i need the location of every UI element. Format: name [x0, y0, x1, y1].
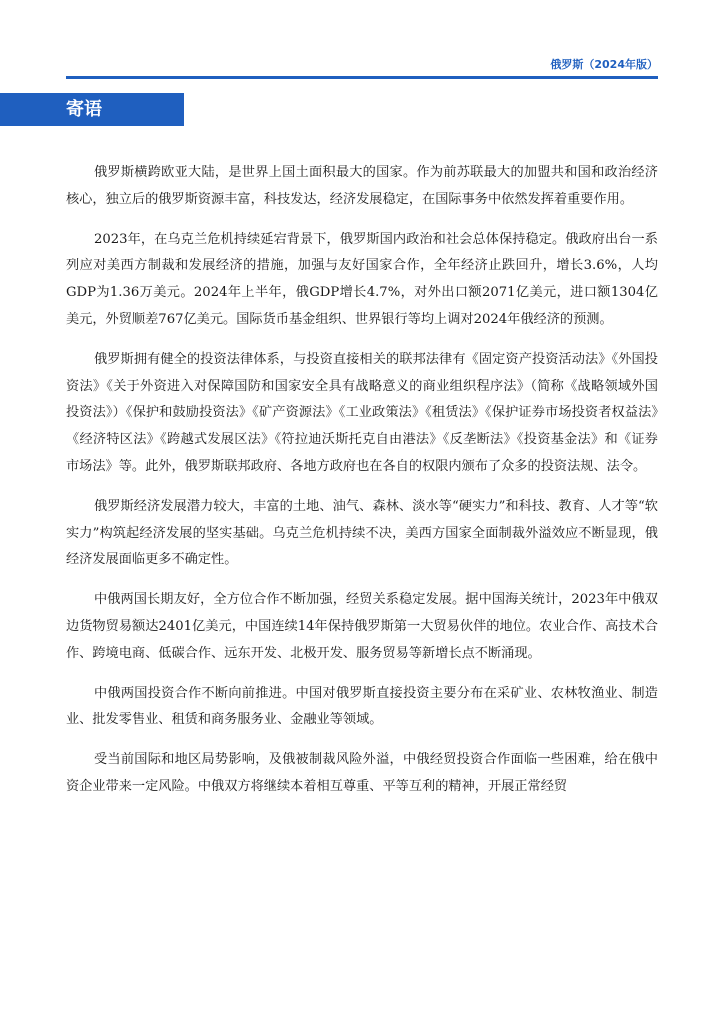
paragraph: 中俄两国长期友好，全方位合作不断加强，经贸关系稳定发展。据中国海关统计，2023年中俄双边货物贸易额达2401亿美元，中国连续14年保持俄罗斯第一大贸易伙伴的地位。农业合作、高技术合作、跨境电商、低碳合作、远东开发、北极开发、服务贸易等新增长点不断涌现。	[66, 592, 658, 661]
paragraph: 中俄两国投资合作不断向前推进。中国对俄罗斯直接投资主要分布在采矿业、农林牧渔业、制造业、批发零售业、租赁和商务服务业、金融业等领域。	[66, 685, 658, 728]
paragraph: 俄罗斯经济发展潜力较大，丰富的土地、油气、森林、淡水等“硬实力”和科技、教育、人才等“软实力”构筑起经济发展的坚实基础。乌克兰危机持续不决，美西方国家全面制裁外溢效应不断显现，俄经济发展面临更多不确定性。	[66, 498, 658, 568]
running-header-title: 俄罗斯（2024年版）	[550, 58, 658, 71]
paragraph: 俄罗斯横跨欧亚大陆，是世界上国土面积最大的国家。作为前苏联最大的加盟共和国和政治经济核心，独立后的俄罗斯资源丰富，科技发达，经济发展稳定，在国际事务中依然发挥着重要作用。	[66, 165, 658, 207]
section-banner	[0, 93, 184, 126]
section-title: 寄语	[66, 99, 102, 120]
body-text	[66, 160, 658, 814]
paragraph: 俄罗斯拥有健全的投资法律体系，与投资直接相关的联邦法律有《固定资产投资活动法》《外国投资法》《关于外资进入对保障国防和国家安全具有战略意义的商业组织程序法》（简称《战略领域外国投资法》）《保护和鼓励投资法》《矿产资源法》《工业政策法》《租赁法》《保护证券市场投资者权益法》《经济特区法》《跨越式发展区法》《符拉迪沃斯托克自由港法》《反垄断法》《投资基金法》和《证券市场法》等。此外，俄罗斯联邦政府、各地方政府也在各自的权限内颁布了众多的投资法规、法令。	[66, 351, 658, 474]
paragraph: 2023年，在乌克兰危机持续延宕背景下，俄罗斯国内政治和社会总体保持稳定。俄政府出台一系列应对美西方制裁和发展经济的措施，加强与友好国家合作，全年经济止跌回升，增长3.6%，人均GDP为1.36万美元。2024年上半年，俄GDP增长4.7%，对外出口额2071亿美元，进口额1304亿美元，外贸顺差767亿美元。国际货币基金组织、世界银行等均上调对2024年俄经济的预测。	[66, 231, 658, 327]
paragraph: 受当前国际和地区局势影响，及俄被制裁风险外溢，中俄经贸投资合作面临一些困难，给在俄中资企业带来一定风险。中俄双方将继续本着相互尊重、平等互利的精神，开展正常经贸	[66, 752, 658, 794]
header-rule	[66, 76, 658, 79]
